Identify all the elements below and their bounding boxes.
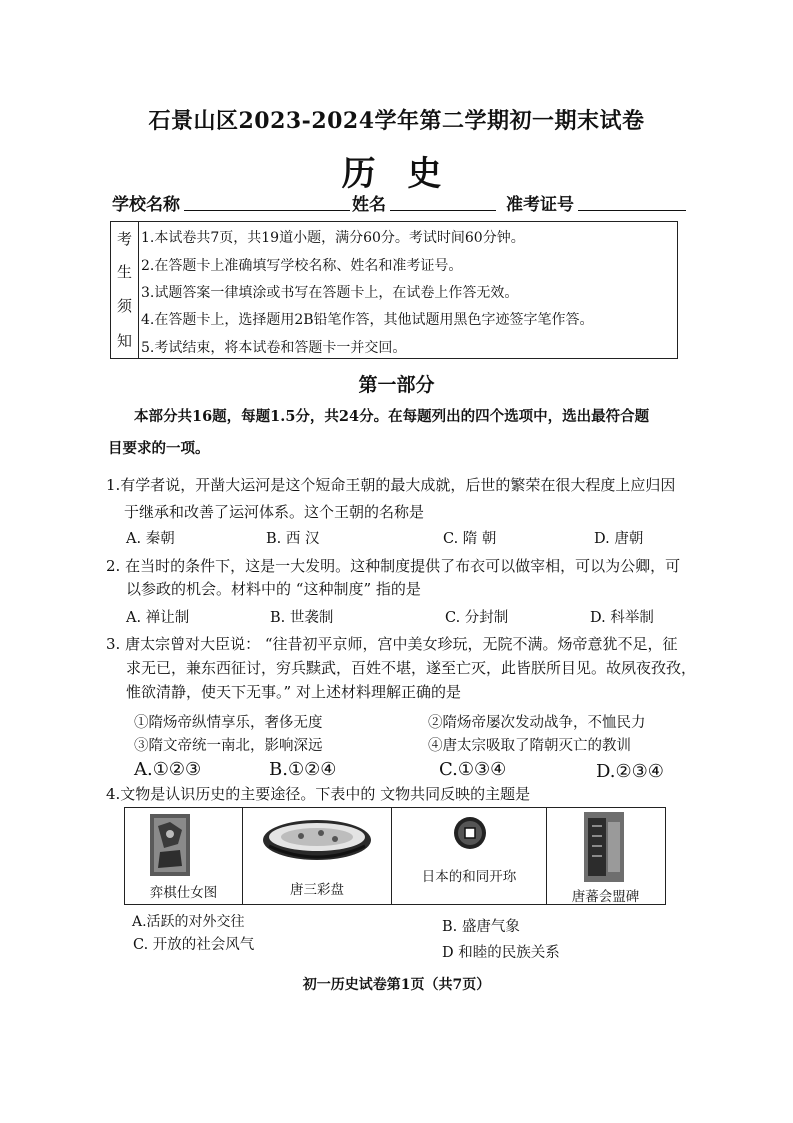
notice-line: 4.在答题卡上，选择题用2B铅笔作答，其他试题用黑色字迹签字笔作答。 — [141, 312, 594, 328]
exam-id-field[interactable] — [578, 210, 686, 211]
name-label: 姓名 — [352, 195, 386, 215]
subject-title: 历 史 — [341, 154, 452, 194]
notice-line: 2.在答题卡上准确填写学校名称、姓名和准考证号。 — [141, 258, 463, 274]
q4-option-b[interactable]: B. 盛唐气象 — [442, 919, 520, 935]
notice-label — [111, 222, 139, 358]
painting-image — [150, 814, 190, 876]
notice-line: 3.试题答案一律填涂或书写在答题卡上，在试卷上作答无效。 — [141, 285, 519, 301]
q1-option-a[interactable]: A. 秦朝 — [126, 531, 175, 547]
exam-title: 石景山区2023-2024学年第二学期初一期末试卷 — [148, 108, 645, 134]
q3-text-line1: 3. 唐太宗曾对大臣说： “往昔初平京师，宫中美女珍玩，无院不满。炀帝意犹不足，征 — [106, 635, 678, 653]
part-intro-line1: 本部分共16题，每题1.5分，共24分。在每题列出的四个选项中，选出最符合题 — [134, 408, 650, 425]
page-footer: 初一历史试卷第1页（共7页） — [302, 977, 491, 993]
notice-box — [110, 221, 678, 359]
relic-cell — [125, 808, 243, 904]
q4-option-a[interactable]: A.活跃的对外交往 — [132, 914, 245, 930]
q2-option-a[interactable]: A. 禅让制 — [126, 610, 190, 626]
q3-option-c[interactable]: C.①③④ — [439, 759, 507, 780]
q2-option-d[interactable]: D. 科举制 — [590, 610, 654, 626]
q3-option-d[interactable]: D.②③④ — [596, 761, 664, 782]
coin-image — [453, 816, 487, 850]
q2-option-c[interactable]: C. 分封制 — [445, 610, 509, 626]
exam-id-label: 准考证号 — [506, 195, 574, 215]
relic-cell — [243, 808, 392, 904]
q4-text-line1: 4.文物是认识历史的主要途径。下表中的 文物共同反映的主题是 — [106, 785, 531, 803]
q1-text-line2: 于继承和改善了运河体系。这个王朝的名称是 — [124, 503, 425, 521]
q1-text-line1: 1.有学者说，开凿大运河是这个短命王朝的最大成就，后世的繁荣在很大程度上应归因 — [106, 476, 676, 494]
part-heading: 第一部分 — [358, 374, 435, 396]
q3-statement-1: ①隋炀帝纵情享乐，奢侈无度 — [134, 715, 323, 731]
relic-caption-painting: 弈棋仕女图 — [149, 885, 218, 901]
q3-text-line2: 求无已，兼东西征讨，穷兵黩武，百姓不堪，遂至亡灭，此皆朕所目见。故夙夜孜孜， — [126, 659, 697, 677]
school-field[interactable] — [184, 210, 350, 211]
q3-statement-4: ④唐太宗吸取了隋朝灭亡的教训 — [428, 738, 631, 754]
relic-table — [124, 807, 666, 905]
q1-option-c[interactable]: C. 隋 朝 — [443, 531, 497, 547]
notice-label-char: 知 — [116, 332, 132, 350]
q2-text-line1: 2. 在当时的条件下，这是一大发明。这种制度提供了布衣可以做宰相，可以为公卿，可 — [106, 557, 681, 575]
notice-label-char: 须 — [116, 297, 132, 315]
q2-option-b[interactable]: B. 世袭制 — [270, 610, 334, 626]
relic-cell — [547, 808, 664, 904]
q3-option-a[interactable]: A.①②③ — [134, 759, 202, 780]
q2-text-line2: 以参政的机会。材料中的 “这种制度” 指的是 — [126, 580, 421, 598]
relic-cell — [392, 808, 547, 904]
name-field[interactable] — [390, 210, 496, 211]
q3-text-line3: 惟欲清静，使天下无事。” 对上述材料理解正确的是 — [126, 683, 461, 701]
notice-label-char: 考 — [116, 230, 132, 248]
q4-option-c[interactable]: C. 开放的社会风气 — [133, 937, 255, 953]
notice-line: 5.考试结束，将本试卷和答题卡一并交回。 — [141, 340, 407, 356]
relic-caption-coin: 日本的和同开珎 — [421, 869, 517, 885]
notice-line: 1.本试卷共7页，共19道小题，满分60分。考试时间60分钟。 — [141, 230, 525, 246]
part-intro-line2: 目要求的一项。 — [108, 440, 210, 457]
q1-option-b[interactable]: B. 西 汉 — [266, 531, 320, 547]
school-label: 学校名称 — [112, 195, 180, 215]
notice-label-char: 生 — [116, 263, 132, 281]
q3-statement-2: ②隋炀帝屡次发动战争，不恤民力 — [428, 715, 646, 731]
plate-image — [261, 816, 373, 866]
q3-option-b[interactable]: B.①②④ — [269, 759, 337, 780]
relic-caption-plate: 唐三彩盘 — [290, 882, 344, 898]
q3-statement-3: ③隋文帝统一南北，影响深远 — [134, 738, 323, 754]
relic-caption-stele: 唐蕃会盟碑 — [571, 889, 640, 905]
stele-image — [584, 812, 624, 882]
q4-option-d[interactable]: D 和睦的民族关系 — [442, 945, 560, 961]
q1-option-d[interactable]: D. 唐朝 — [594, 531, 644, 547]
